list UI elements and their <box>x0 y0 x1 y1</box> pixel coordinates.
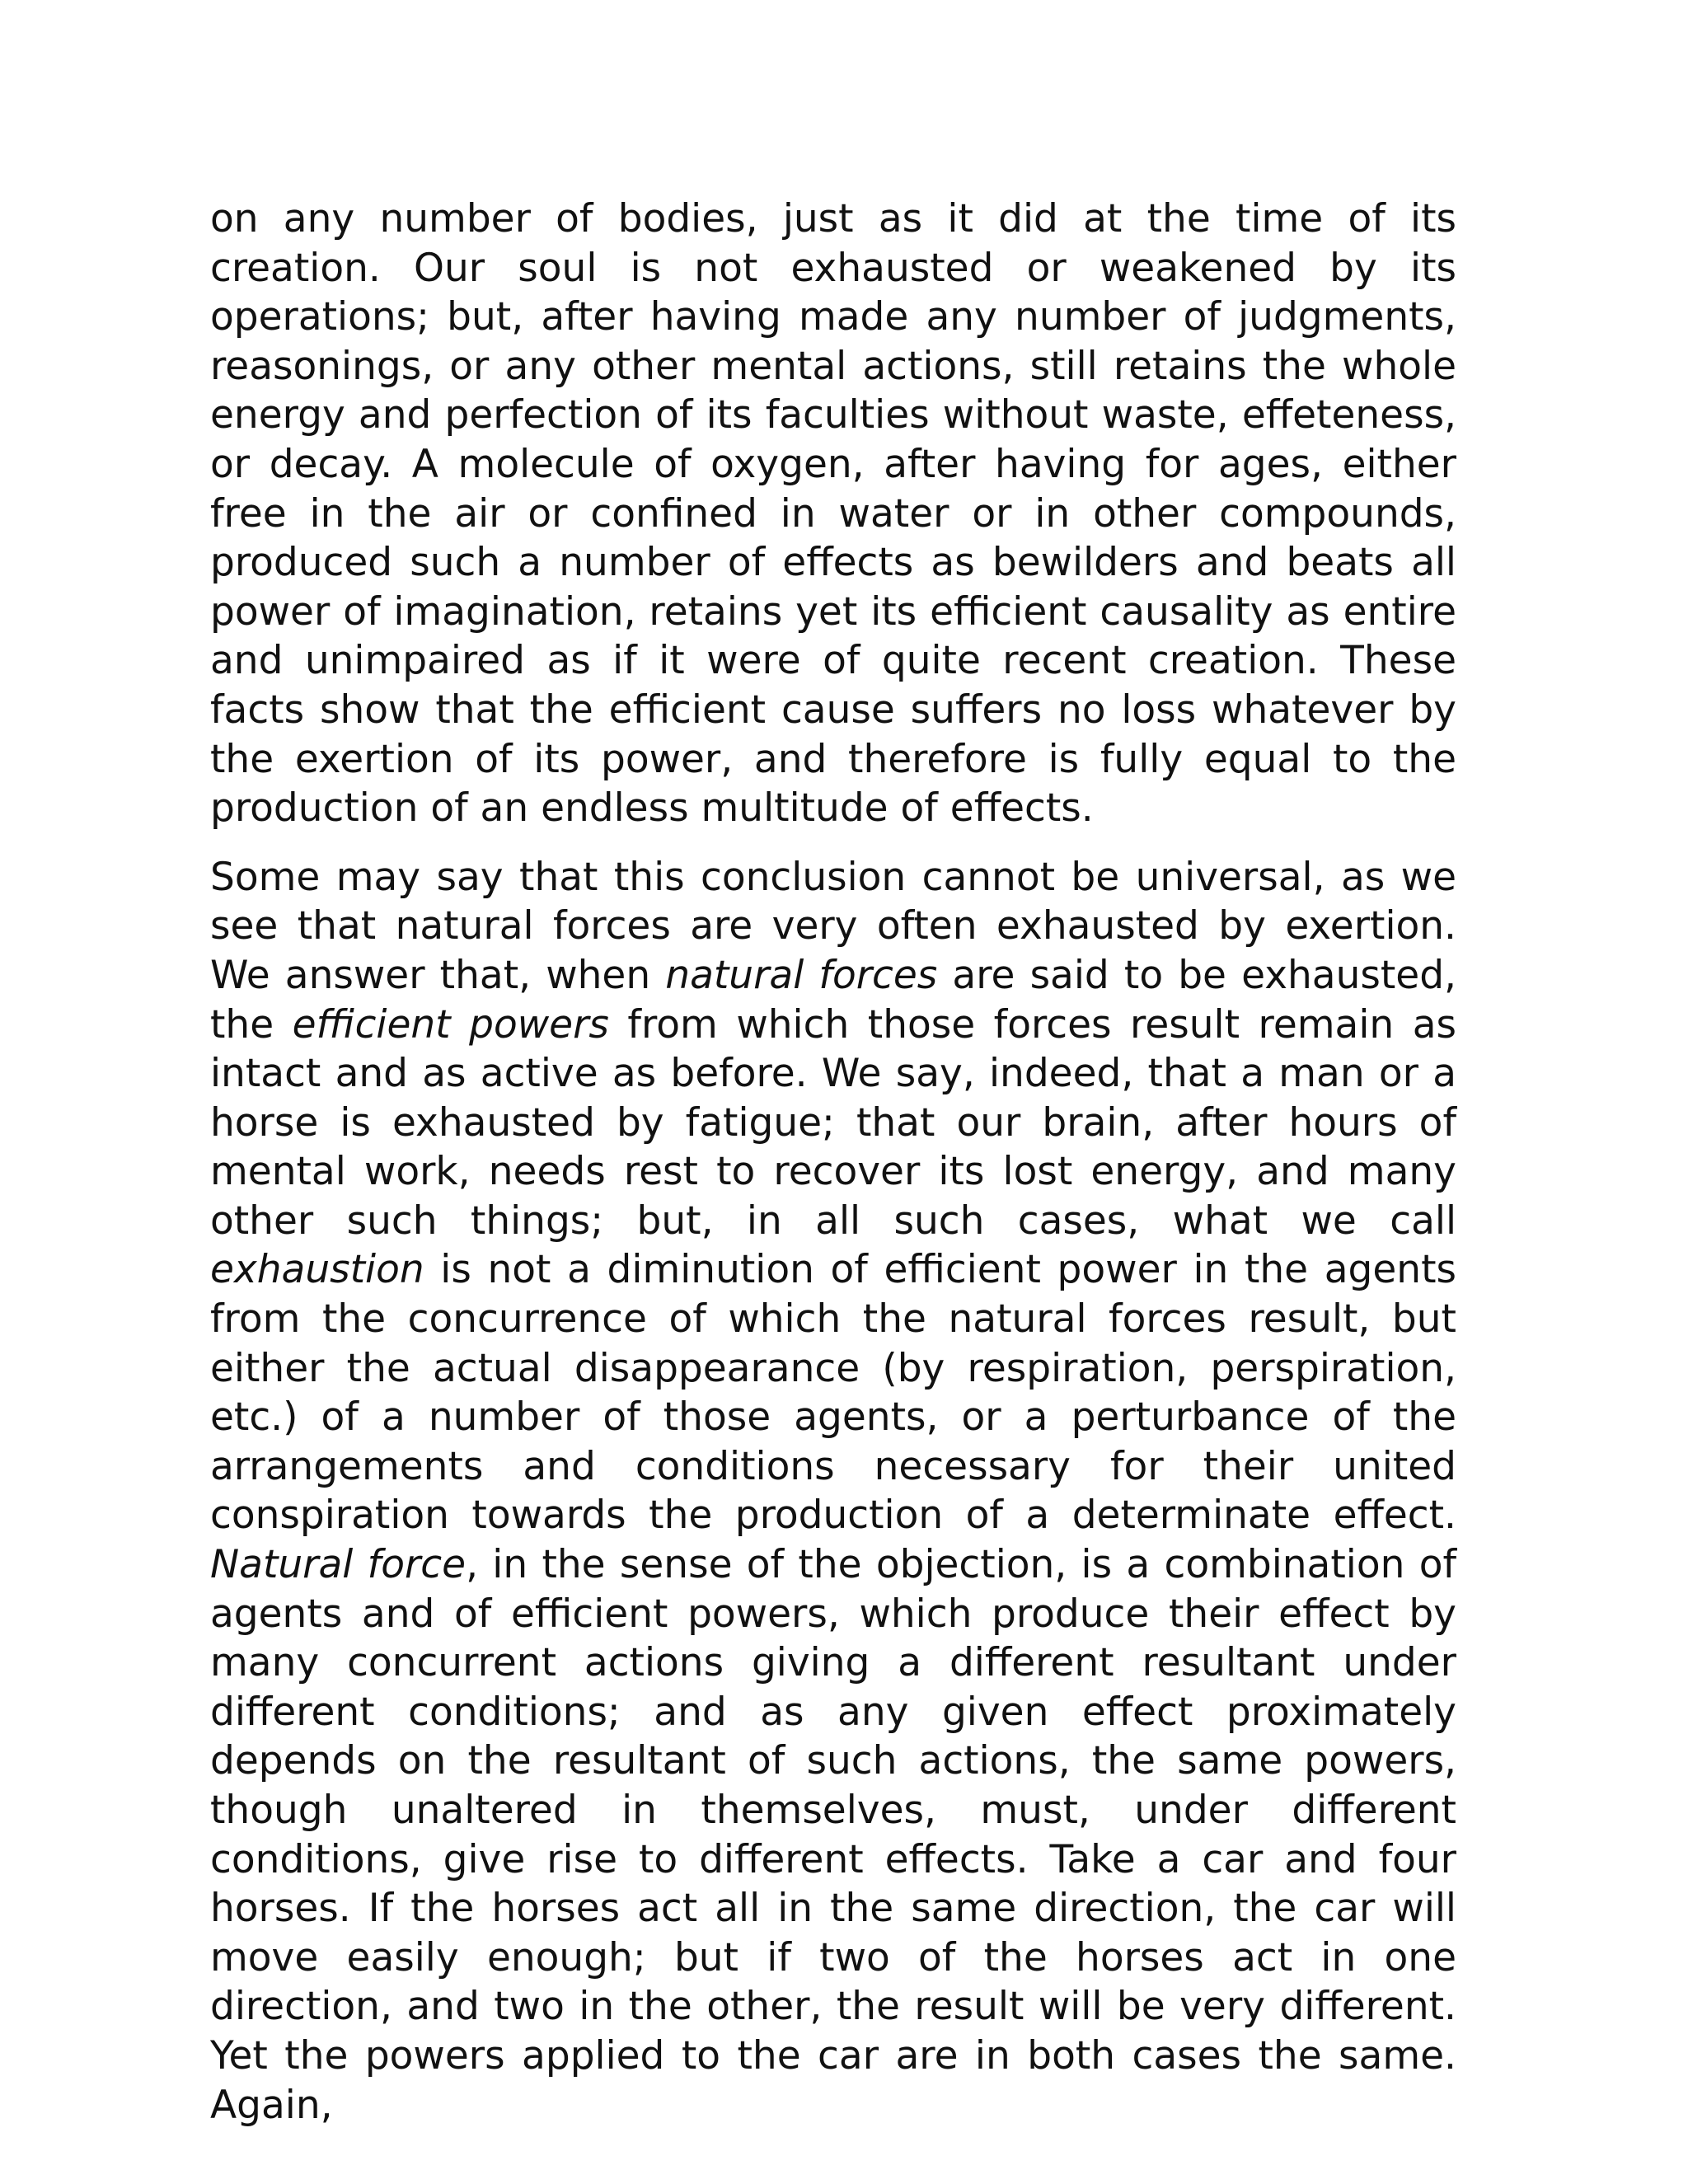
paragraph-1 <box>210 194 1456 833</box>
paragraph-2 <box>210 853 1456 2130</box>
paragraph-2-text: is not a diminution of efficient power in the agents from the concurrence of which the natural forces result, but either the actual disappearance (by respiration, perspiration, etc.) of a number of those agents, or a perturbance of the arrangements and conditions necessary for their united conspiration towards the production of a determinate effect. <box>210 1247 1456 1539</box>
paragraph-2-text: , in the sense of the objection, is a combination of agents and of efficient powers, which produce their effect by many concurrent actions giving a different resultant under different conditions; and as any given effect proximately depends on the resultant of such actions, the same powers, though unaltered in themselves, must, under different conditions, give rise to different effects. Take a car and four horses. If the horses act all in the same direction, the car will move easily enough; but if two of the horses act in one direction, and two in the other, the result will be very different. Yet the powers applied to the car are in both cases the same. Again, <box>210 1542 1457 2128</box>
page-body <box>210 194 1456 2130</box>
italic-term-natural-forces: natural forces <box>665 952 938 998</box>
paragraph-2-text: from which those forces result remain as intact and as active as before. We say, indeed, that a man or a horse is exhausted by fatigue; that our brain, after hours of mental work, needs rest to recover its lost energy, and many other such things; but, in all such cases, what we call <box>210 1001 1456 1244</box>
paragraph-2-text: are said to be exhausted, the <box>210 952 1456 1047</box>
italic-term-efficient-powers: efficient powers <box>292 1001 609 1047</box>
italic-term-natural-force: Natural force <box>210 1542 467 1588</box>
italic-term-exhaustion: exhaustion <box>210 1247 424 1293</box>
paragraph-1-text: on any number of bodies, just as it did at the time of its creation. Our soul is not exhausted or weakened by its operations; but, after having made any number of judgments, reasonings, or any other mental actions, still retains the whole energy and perfection of its faculties without waste, effeteness, or decay. A molecule of oxygen, after having for ages, either free in the air or confined in water or in other compounds, produced such a number of effects as bewilders and beats all power of imagination, retains yet its efficient causality as entire and unimpaired as if it were of quite recent creation. These facts show that the efficient cause suffers no loss whatever by the exertion of its power, and therefore is fully equal to the production of an endless multitude of effects. <box>210 196 1456 832</box>
paragraph-2-text: Some may say that this conclusion cannot be universal, as we see that natural forces are very often exhausted by exertion. We answer that, when <box>210 854 1456 998</box>
